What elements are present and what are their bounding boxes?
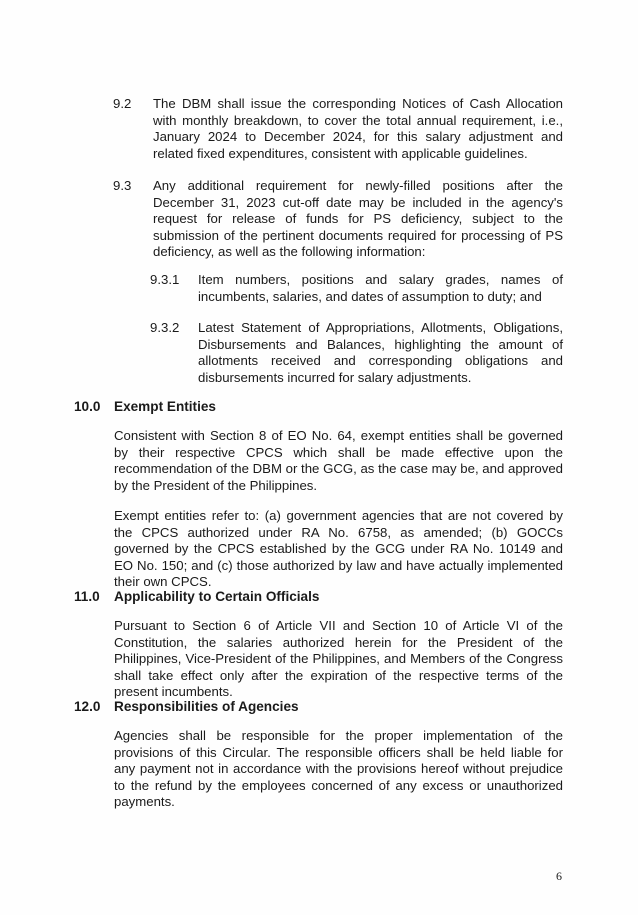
- applicability-paragraph: Pursuant to Section 6 of Article VII and Section 10 of Article VI of the Constitution, the salaries authorized herein for the President of the Philippines, Vice-President of the Philippines, and Members of the Congress shall take effect only after the expiration of the respective terms of the present incumbents.: [114, 618, 563, 700]
- heading-title: Exempt Entities: [114, 399, 216, 414]
- section-text: Any additional requirement for newly-filled positions after the December 31, 2023 cut-off date may be included in the agency's request for release of funds for PS deficiency, subject to the submission of the pertinent documents required for processing of PS deficiency, as well as the following information:: [153, 178, 563, 260]
- page-number: 6: [556, 869, 562, 883]
- section-9-3: [113, 178, 563, 261]
- exempt-entities-paragraph-1: Consistent with Section 8 of EO No. 64, exempt entities shall be governed by their respective CPCS which shall be made effective upon the recommendation of the DBM or the GCG, as the case may be, and approved by the President of the Philippines.: [114, 428, 563, 493]
- section-text: The DBM shall issue the corresponding Notices of Cash Allocation with monthly breakdown, to cover the total annual requirement, i.e., January 2024 to December 2024, for this salary adjustment and related fixed expenditures, consistent with applicable guidelines.: [153, 96, 563, 161]
- section-9-3-1: [150, 272, 563, 305]
- section-9-2: [113, 96, 563, 162]
- exempt-entities-paragraph-2: Exempt entities refer to: (a) government agencies that are not covered by the CPCS authorized under RA No. 6758, as amended; (b) GOCCs governed by the CPCS established by the GCG under RA No. 10149 and EO No. 150; and (c) those authorized by law and have actually implemented their own CPCS.: [114, 508, 563, 590]
- heading-title: Responsibilities of Agencies: [114, 699, 299, 714]
- heading-number: 10.0: [74, 399, 101, 414]
- heading-number: 11.0: [74, 589, 100, 604]
- section-text: Latest Statement of Appropriations, Allotments, Obligations, Disbursements and Balances, highlighting the amount of allotments received and corresponding obligations and disbursements incurred for salary adjustments.: [198, 320, 563, 385]
- section-number: 9.3: [113, 178, 132, 193]
- section-number: 9.2: [113, 96, 132, 111]
- section-number: 9.3.1: [150, 272, 180, 287]
- responsibilities-paragraph: Agencies shall be responsible for the proper implementation of the provisions of this Circular. The responsible officers shall be held liable for any payment not in accordance with the provisions hereof without prejudice to the refund by the employees concerned of any excess or unauthorized payments.: [114, 728, 563, 810]
- heading-number: 12.0: [74, 699, 101, 714]
- heading-applicability: [74, 589, 319, 606]
- heading-responsibilities: [74, 699, 299, 716]
- section-text: Item numbers, positions and salary grades, names of incumbents, salaries, and dates of assumption to duty; and: [198, 272, 563, 304]
- heading-title: Applicability to Certain Officials: [114, 589, 320, 604]
- heading-exempt-entities: [74, 399, 216, 416]
- section-9-3-2: [150, 320, 563, 386]
- section-number: 9.3.2: [150, 320, 180, 335]
